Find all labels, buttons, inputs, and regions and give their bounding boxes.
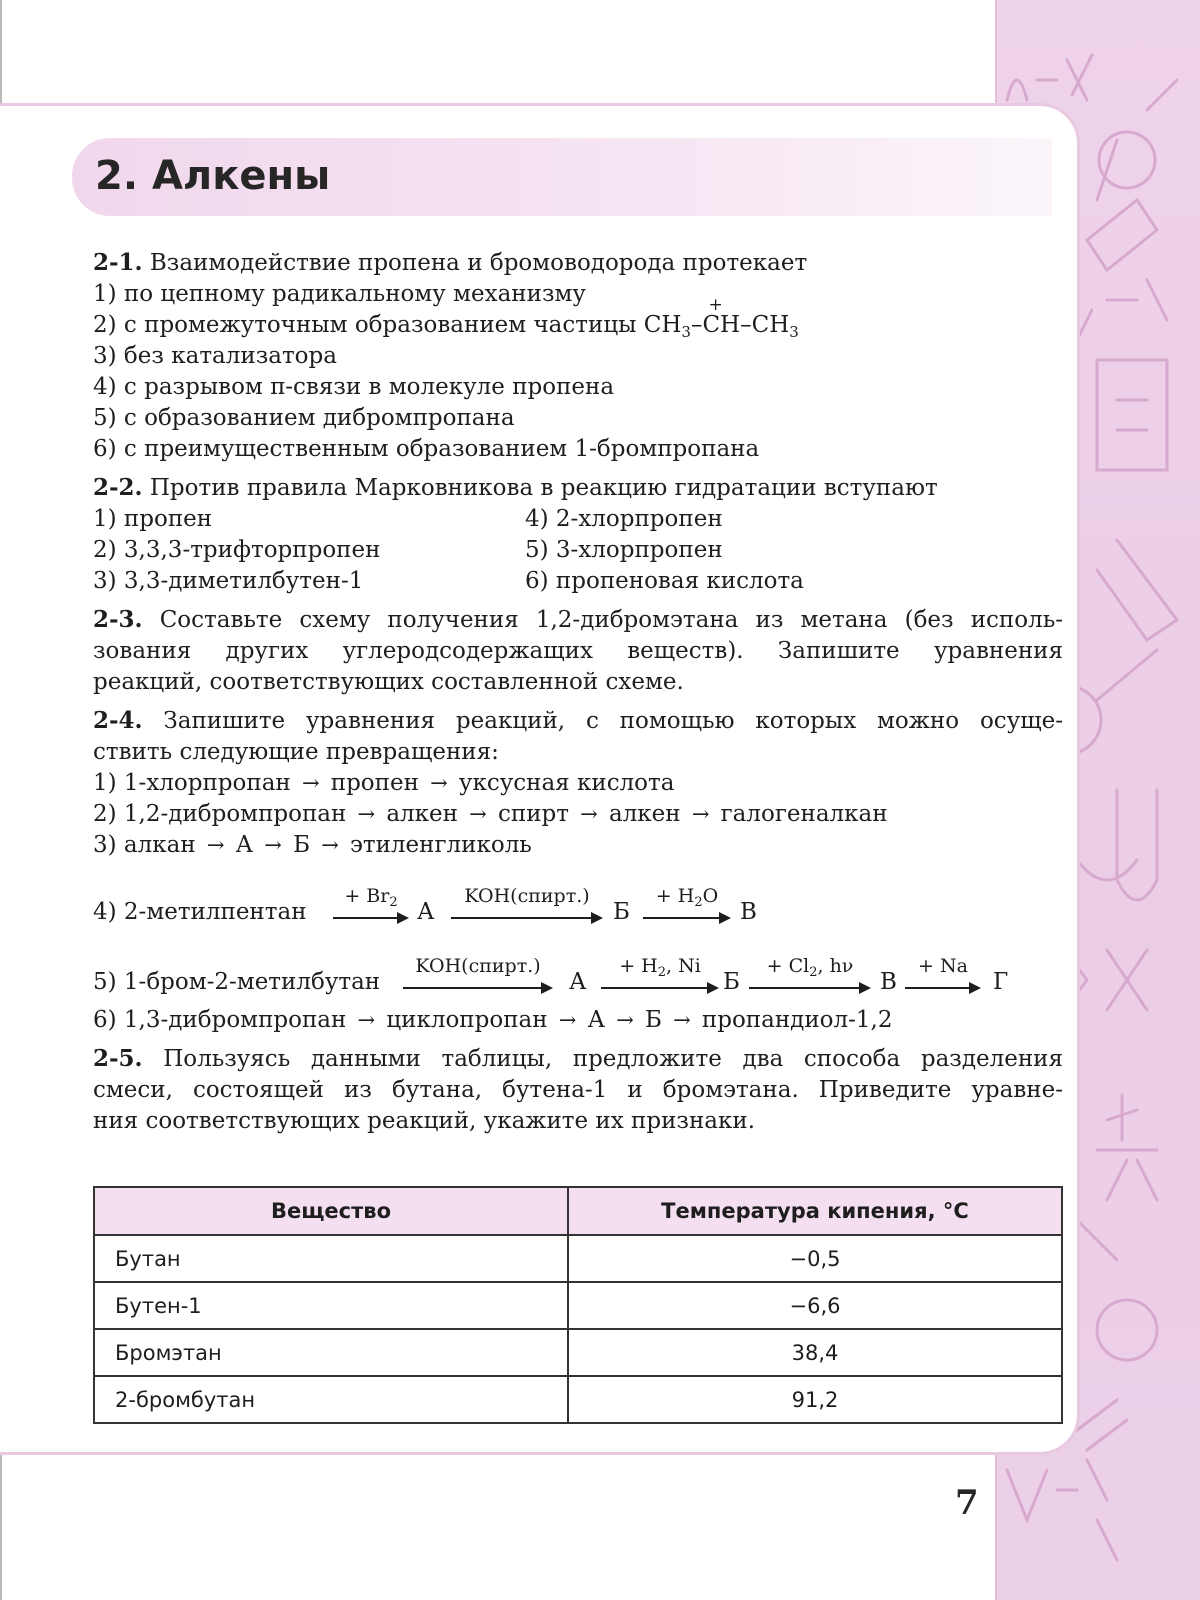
options-grid [93, 504, 1063, 597]
substance-cell: 2-бромбутан [94, 1376, 568, 1423]
arrow-icon: → [558, 1008, 577, 1032]
task-number: 2-3. [93, 606, 143, 633]
table-header-row [94, 1187, 1062, 1235]
option: 5) 3-хлорпропен [525, 537, 723, 563]
arrow-icon: → [673, 1008, 691, 1032]
substance-cell: Бутан [94, 1235, 568, 1282]
substance-cell: Бромэтан [94, 1329, 568, 1376]
option: 3) без катализатора [93, 343, 337, 369]
arrow-icon: → [691, 802, 710, 826]
boiling-point-cell: 38,4 [568, 1329, 1062, 1376]
task-number: 2-5. [93, 1045, 143, 1072]
task-2-4: 2-4. Запишите уравнения реакций, с помощью которых можно осуще- ствить следующие превращения: 1) 1-хлорпропан → пропен → уксусная кислота 2) 1,2-дибромпропан → алкен → спирт → алкен → галогеналкан 3) алкан → А → Б → этиленгликоль 4) 2-метилпентан + $Br_2$ А KOH(спирт.) Б + $H_2O$ В 5) 1-бром-2-метилбутан KOH(спирт.) А + $H_2$, Ni Б + $Cl_2$, hν В + Na Г 6) 1,3-дибромпропан → циклопропан → А → Б → пропандиол-1,2 [93, 705, 1063, 1036]
option: 3) 3,3-диметилбутен-1 [93, 568, 364, 594]
page-number: 7 [955, 1483, 979, 1523]
arrow-icon: → [580, 802, 598, 826]
boiling-point-cell: 91,2 [568, 1376, 1062, 1423]
boiling-point-table [93, 1186, 1063, 1424]
option: 5) с образованием дибромпропана [93, 405, 515, 431]
task-2-2 [93, 472, 1063, 597]
option: 6) с преимущественным образованием 1-бромпропана [93, 436, 760, 462]
table-row [94, 1282, 1062, 1329]
sequence-5: 5) 1-бром-2-метилбутан KOH(спирт.) А + $H_2$, Ni Б + $Cl_2$, hν В + Na Г [93, 955, 1009, 995]
option: 4) 2-хлорпропен [525, 506, 723, 532]
substance-cell: Бутен-1 [94, 1282, 568, 1329]
column-header: Вещество [94, 1187, 568, 1235]
option: 6) пропеновая кислота [525, 568, 804, 594]
carbocation: + CH [702, 295, 741, 338]
page-title: 2. Алкены [95, 153, 331, 199]
page-left-rule-bottom [0, 1455, 2, 1600]
arrow-icon: → [264, 833, 282, 857]
task-2-3: 2-3. Составьте схему получения 1,2-дибромэтана из метана (без исполь- зования других углеродсодержащих веществ). Запишите уравнения реакций, соответствующих составленной схеме. [93, 606, 1064, 695]
table-row [94, 1235, 1062, 1282]
boiling-point-cell: −0,5 [568, 1235, 1062, 1282]
sequence-4: 4) 2-метилпентан + $Br_2$ А KOH(спирт.) Б + $H_2O$ В [93, 885, 757, 925]
boiling-point-cell: −6,6 [568, 1282, 1062, 1329]
task-stem: Против правила Марковникова в реакцию гидратации вступают [149, 475, 938, 501]
arrow-icon: → [357, 1008, 376, 1032]
arrow-icon: → [469, 802, 487, 826]
top-margin [0, 0, 995, 103]
sequence-6: 6) 1,3-дибромпропан → циклопропан → А → Б → пропандиол-1,2 [93, 1005, 1063, 1036]
task-2-1 [93, 247, 1063, 465]
column-header: Температура кипения, °С [568, 1187, 1062, 1235]
arrow-icon: → [616, 1008, 634, 1032]
task-stem: Взаимодействие пропена и бромоводорода протекает [149, 250, 808, 276]
arrow-icon: → [206, 833, 225, 857]
option: 1) пропен [93, 506, 213, 532]
task-number: 2-2. [93, 474, 143, 501]
sequence-1: 1) 1-хлорпропан → пропен → уксусная кислота [93, 768, 1063, 799]
arrow-icon: → [321, 833, 339, 857]
arrow-icon: → [430, 771, 448, 795]
arrow-icon: → [301, 771, 320, 795]
option: 4) с разрывом π-связи в молекуле пропена [93, 374, 615, 400]
table-row [94, 1329, 1062, 1376]
table-row [94, 1376, 1062, 1423]
task-2-5: 2-5. Пользуясь данными таблицы, предложите два способа разделения смеси, состоящей из бутана, бутена-1 и бромэтана. Приведите уравне- ния соответствующих реакций, укажите их признаки. [93, 1045, 1063, 1134]
sequence-3: 3) алкан → А → Б → этиленгликоль [93, 830, 1063, 861]
arrow-icon: → [357, 802, 376, 826]
option: 2) с промежуточным образованием частицы $CH_3-$ + $CH-CH_3$ [93, 295, 799, 341]
option: 2) 3,3,3-трифторпропен [93, 537, 381, 563]
exercises [93, 247, 1063, 1137]
task-number: 2-4. [93, 707, 143, 734]
option: 1) по цепному радикальному механизму [93, 281, 586, 307]
task-number: 2-1. [93, 249, 143, 276]
sequence-2: 2) 1,2-дибромпропан → алкен → спирт → алкен → галогеналкан [93, 799, 1063, 830]
